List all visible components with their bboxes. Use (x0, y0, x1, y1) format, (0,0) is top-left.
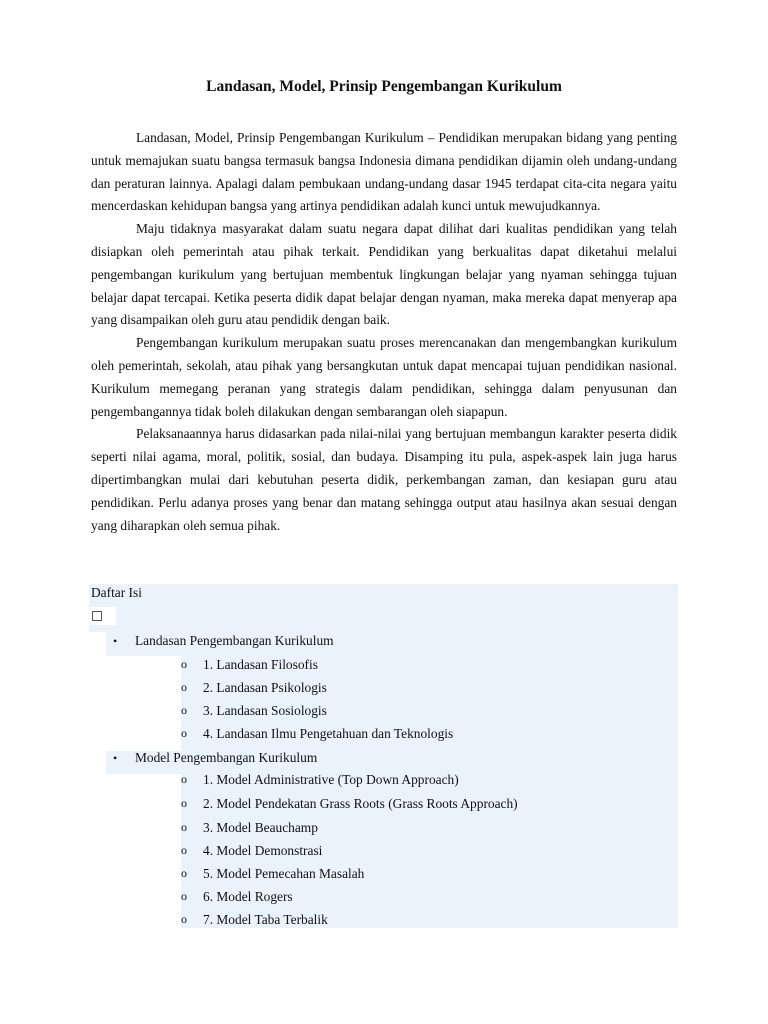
circle-bullet-icon: o (181, 866, 187, 880)
paragraph: Pengembangan kurikulum merupakan suatu proses merencanakan dan mengembangkan kurikulum oleh pemerintah, sekolah, atau pihak yang bersangkutan untuk dapat mencapai tujuan pendidikan nasional. Kurikulum memegang peranan yang strategis dalam pendidikan, sehingga dalam penyusunan dan pengembangannya tidak boleh dilakukan dengan sembarangan oleh siapapun. (91, 335, 677, 419)
circle-bullet-icon: o (181, 726, 187, 740)
circle-bullet-icon: o (181, 703, 187, 717)
toc-margin (89, 632, 106, 928)
toc-item-label: 6. Model Rogers (203, 889, 293, 904)
toc-title: Daftar Isi (91, 585, 142, 600)
circle-bullet-icon: o (181, 843, 187, 857)
toc-item-label: 2. Landasan Psikologis (203, 680, 327, 695)
circle-bullet-icon: o (181, 796, 187, 810)
toc-item-link[interactable] (181, 725, 454, 743)
toc-item-link[interactable] (181, 888, 293, 906)
toc-item-link[interactable] (181, 842, 323, 860)
circle-bullet-icon: o (181, 889, 187, 903)
toc-toggle-checkbox[interactable] (89, 607, 116, 625)
toc-item-link[interactable] (181, 771, 459, 789)
circle-bullet-icon: o (181, 657, 187, 671)
checkbox-icon (92, 611, 102, 621)
toc-item-label: 5. Model Pemecahan Masalah (203, 866, 365, 881)
toc-item-link[interactable] (181, 656, 318, 674)
toc-item-label: 4. Landasan Ilmu Pengetahuan dan Teknologis (203, 726, 454, 741)
bullet-icon: • (113, 634, 118, 648)
paragraph: Pelaksanaannya harus didasarkan pada nilai-nilai yang bertujuan membangun karakter peserta didik seperti nilai agama, moral, politik, sosial, dan budaya. Disamping itu pula, aspek-aspek lain juga harus dipertimbangkan mulai dari kebutuhan peserta didik, perkembangan zaman, dan kesiapan guru atau pendidikan. Perlu adanya proses yang benar dan matang sehingga output atau hasilnya akan sesuai dengan yang diharapkan oleh semua pihak. (91, 426, 677, 533)
toc-item-label: 1. Model Administrative (Top Down Approach) (203, 772, 459, 787)
toc-item-label: 2. Model Pendekatan Grass Roots (Grass Roots Approach) (203, 796, 518, 811)
document-title: Landasan, Model, Prinsip Pengembangan Kurikulum (206, 78, 562, 95)
toc-margin (106, 774, 181, 928)
toc-item-label: 3. Landasan Sosiologis (203, 703, 327, 718)
toc-item-link[interactable] (181, 795, 518, 813)
toc-item-link[interactable] (181, 865, 365, 883)
table-of-contents (89, 584, 678, 928)
toc-item-link[interactable] (181, 819, 318, 837)
paragraph: Landasan, Model, Prinsip Pengembangan Kurikulum – Pendidikan merupakan bidang yang penting untuk memajukan suatu bangsa termasuk bangsa Indonesia dimana pendidikan dijamin oleh undang-undang dan peraturan lainnya. Apalagi dalam pembukaan undang-undang dasar 1945 terdapat cita-cita negara yaitu mencerdaskan kehidupan bangsa yang artinya pendidikan adalah kunci untuk mewujudkannya. (91, 130, 677, 214)
toc-item-label: 1. Landasan Filosofis (203, 657, 318, 672)
toc-section-link[interactable] (113, 632, 334, 650)
paragraph: Maju tidaknya masyarakat dalam suatu negara dapat dilihat dari kualitas pendidikan yang telah disiapkan oleh pemerintah atau pihak terkait. Pendidikan yang berkualitas dapat diketahui melalui pengembangan kurikulum yang bertujuan membentuk lingkungan belajar yang nyaman sehingga tujuan belajar dapat tercapai. Ketika peserta didik dapat belajar dengan nyaman, maka mereka dapat menyerap apa yang disampaikan oleh guru atau pendidik dengan baik. (91, 221, 677, 328)
toc-item-link[interactable] (181, 702, 327, 720)
toc-section-link[interactable] (113, 749, 318, 767)
document-body (91, 127, 677, 537)
toc-item-link[interactable] (181, 679, 327, 697)
toc-margin (106, 656, 181, 751)
circle-bullet-icon: o (181, 680, 187, 694)
toc-item-label: 3. Model Beauchamp (203, 820, 318, 835)
bullet-icon: • (113, 751, 118, 765)
toc-section-label: Model Pengembangan Kurikulum (135, 750, 318, 765)
toc-item-label: 7. Model Taba Terbalik (203, 912, 328, 927)
toc-item-link[interactable] (181, 911, 328, 929)
toc-item-label: 4. Model Demonstrasi (203, 843, 323, 858)
toc-section-label: Landasan Pengembangan Kurikulum (135, 633, 334, 648)
circle-bullet-icon: o (181, 772, 187, 786)
circle-bullet-icon: o (181, 820, 187, 834)
circle-bullet-icon: o (181, 912, 187, 926)
